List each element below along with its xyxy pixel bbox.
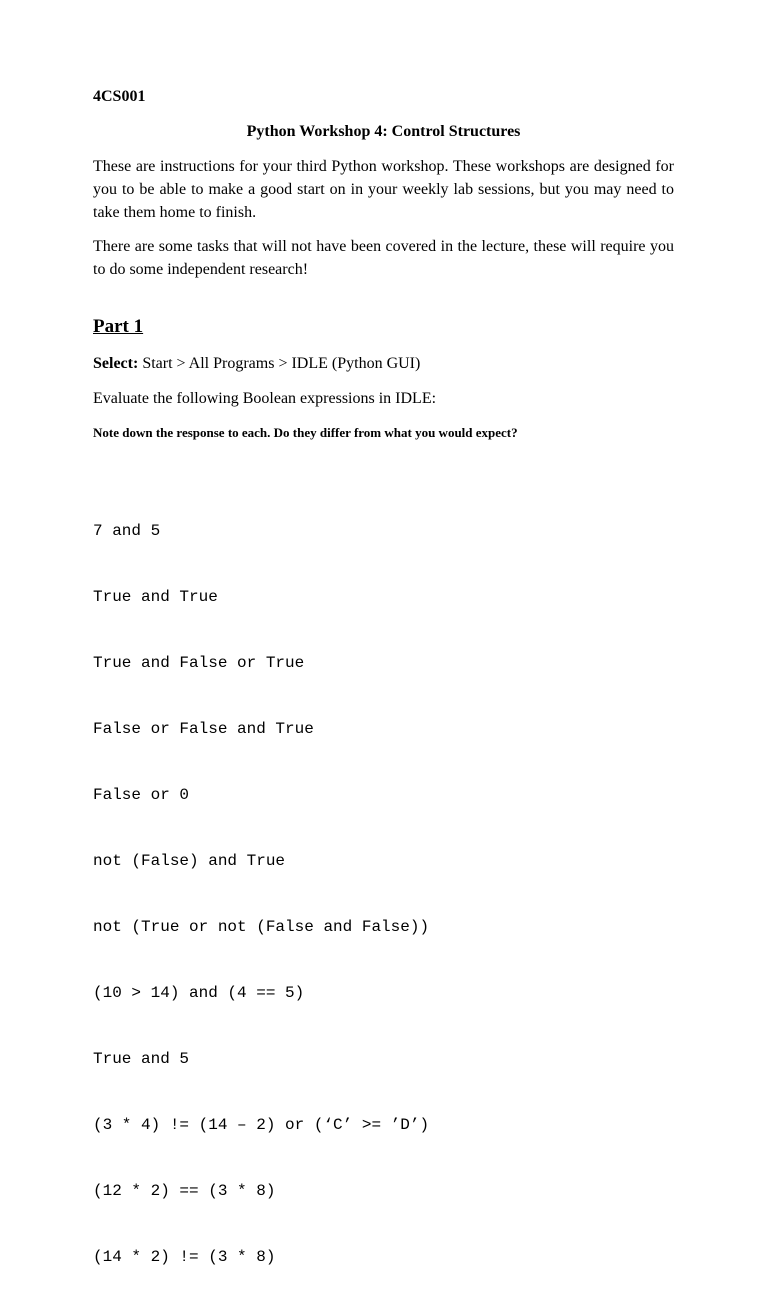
evaluate-instruction: Evaluate the following Boolean expressions in IDLE: bbox=[93, 390, 437, 407]
select-label: Select: bbox=[93, 355, 139, 372]
expression-line: True and True bbox=[93, 588, 218, 606]
expression-line: (10 > 14) and (4 == 5) bbox=[93, 984, 305, 1002]
expression-line: True and False or True bbox=[93, 654, 305, 672]
course-code: 4CS001 bbox=[93, 88, 146, 105]
expression-line: False or 0 bbox=[93, 786, 190, 804]
note-instruction: Note down the response to each. Do they differ from what you would expect? bbox=[93, 425, 518, 440]
expression-line: False or False and True bbox=[93, 720, 314, 738]
select-path: Start > All Programs > IDLE (Python GUI) bbox=[142, 355, 421, 372]
expression-line: not (False) and True bbox=[93, 852, 286, 870]
expression-line: 7 and 5 bbox=[93, 522, 161, 540]
section-heading-part-1: Part 1 bbox=[93, 316, 144, 337]
document-title: Python Workshop 4: Control Structures bbox=[246, 123, 521, 140]
select-instruction bbox=[93, 355, 420, 373]
intro-paragraph: These are instructions for your third Python workshop. These workshops are designed for you to be able to make a good start on in your weekly lab sessions, but you may need to take them home to finish. bbox=[93, 158, 674, 221]
expression-line: True and 5 bbox=[93, 1050, 190, 1068]
expression-line: (12 * 2) == (3 * 8) bbox=[93, 1182, 276, 1200]
intro-paragraph: There are some tasks that will not have been covered in the lecture, these will require you to do some independent research! bbox=[93, 238, 674, 278]
expression-line: (3 * 4) != (14 – 2) or (‘C’ >= ’D’) bbox=[93, 1116, 430, 1134]
boolean-expressions-list bbox=[93, 476, 429, 1312]
expression-line: not (True or not (False and False)) bbox=[93, 918, 430, 936]
expression-line: (14 * 2) != (3 * 8) bbox=[93, 1248, 276, 1266]
